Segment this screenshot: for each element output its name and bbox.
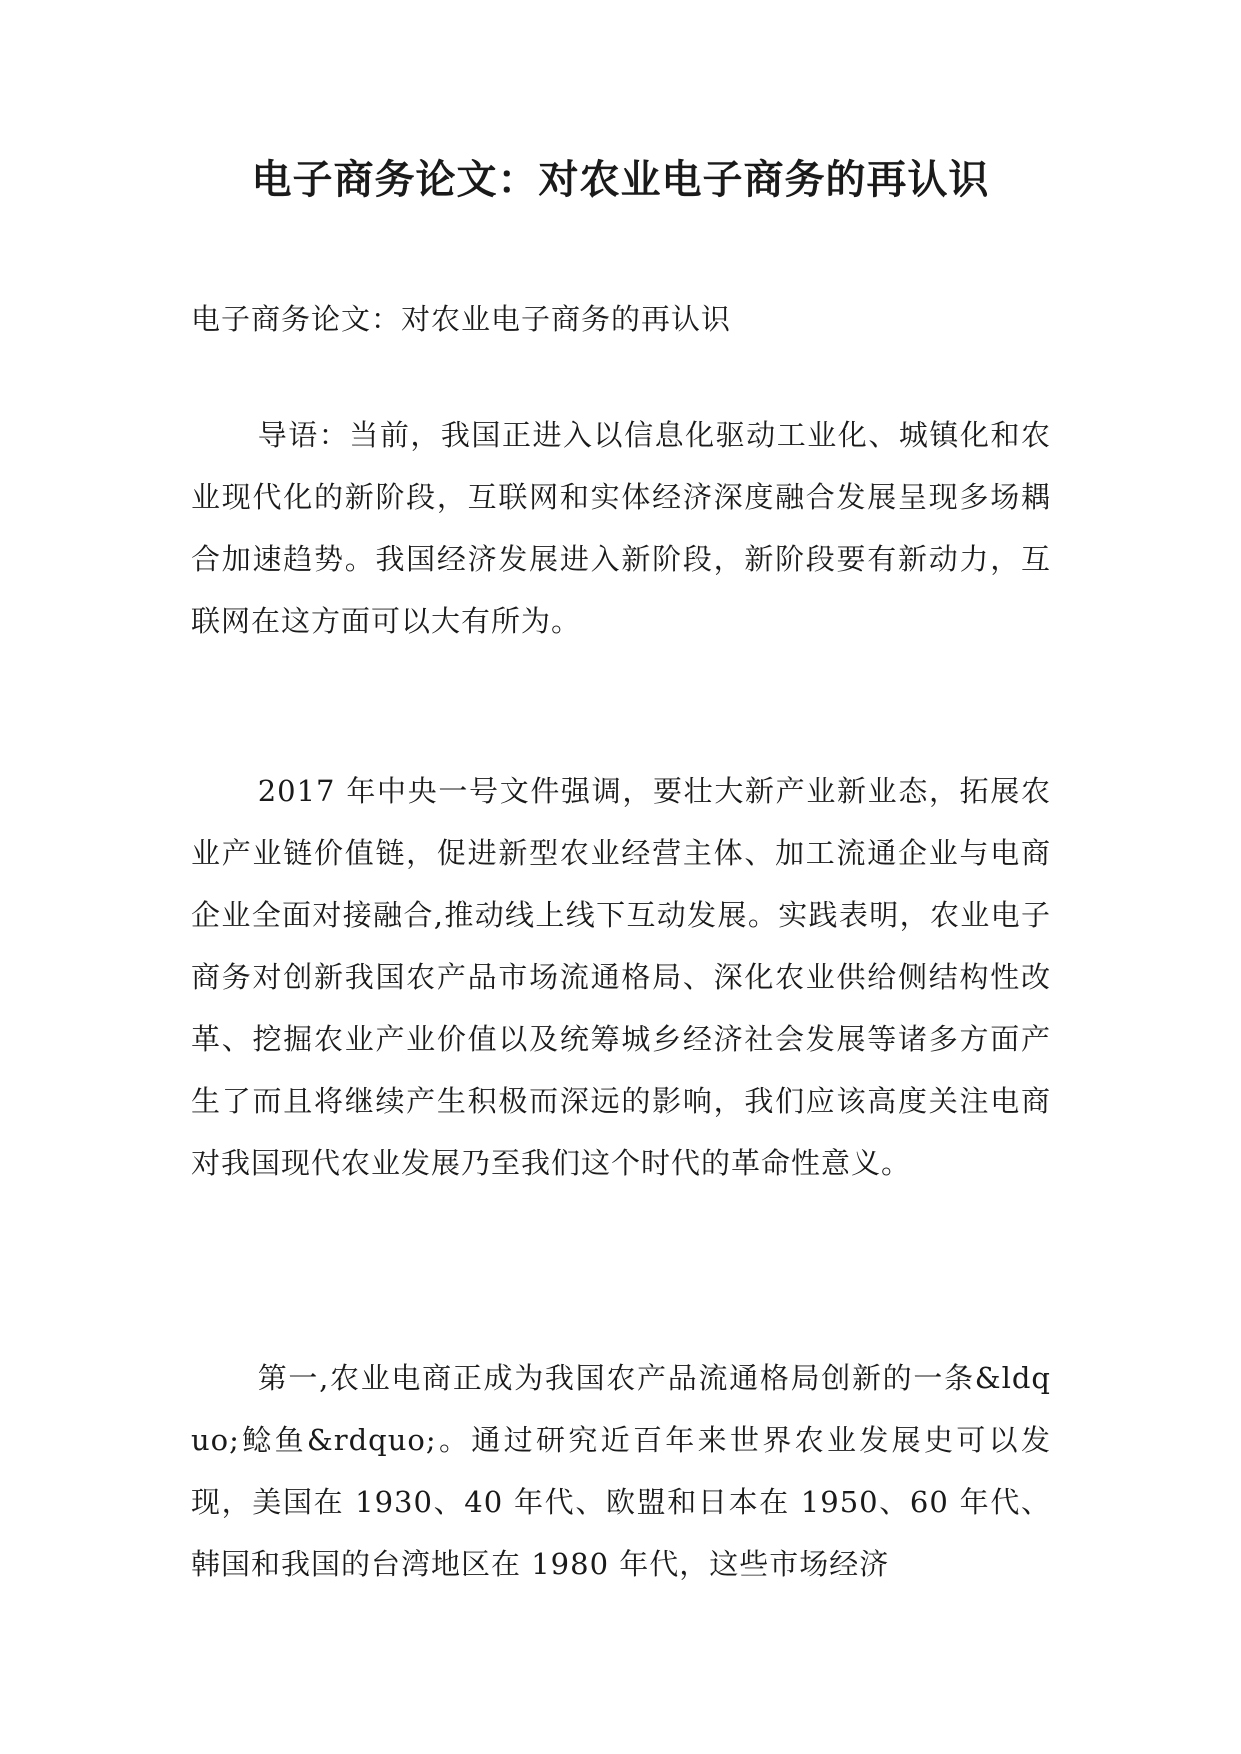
document-subtitle: 电子商务论文：对农业电子商务的再认识: [191, 302, 732, 336]
paragraph-first-point: 第一,农业电商正成为我国农产品流通格局创新的一条&ldquo;鲶鱼&rdquo;。通过研究近百年来世界农业发展史可以发现，美国在 1930、40 年代、欧盟和日本在 1950、60 年代、韩国和我国的台湾地区在 1980 年代，这些市场经济: [191, 1361, 1051, 1581]
paragraph-intro: 导语：当前，我国正进入以信息化驱动工业化、城镇化和农业现代化的新阶段，互联网和实体经济深度融合发展呈现多场耦合加速趋势。我国经济发展进入新阶段，新阶段要有新动力，互联网在这方面可以大有所为。: [191, 418, 1051, 638]
paragraph-policy: 2017 年中央一号文件强调，要壮大新产业新业态，拓展农业产业链价值链，促进新型农业经营主体、加工流通企业与电商企业全面对接融合,推动线上线下互动发展。实践表明，农业电子商务对创新我国农产品市场流通格局、深化农业供给侧结构性改革、挖掘农业产业价值以及统筹城乡经济社会发展等诸多方面产生了而且将继续产生积极而深远的影响，我们应该高度关注电商对我国现代农业发展乃至我们这个时代的革命性意义。: [191, 774, 1051, 1180]
document-title: 电子商务论文：对农业电子商务的再认识: [251, 156, 990, 203]
